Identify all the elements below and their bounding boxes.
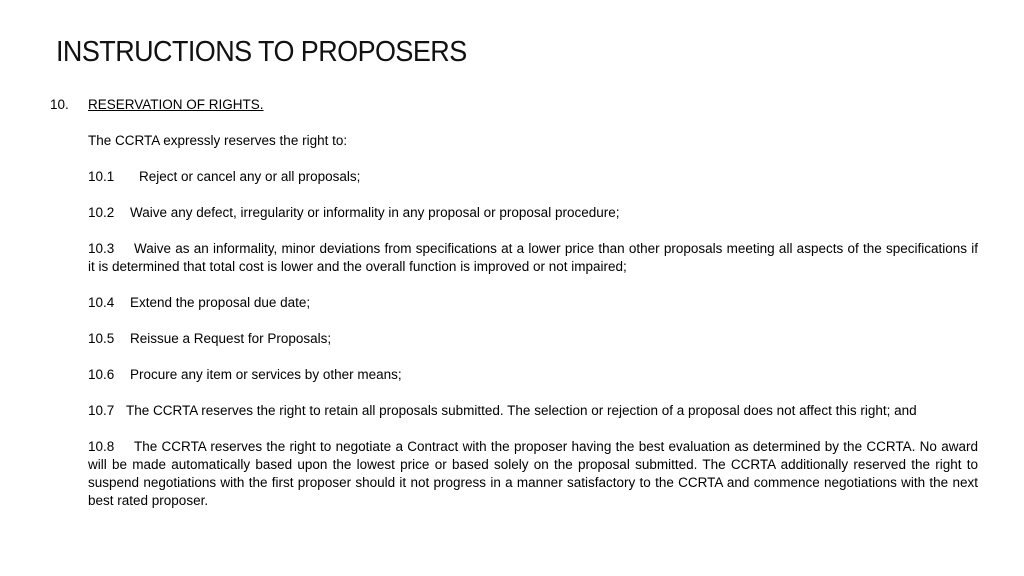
item-number: 10.2 bbox=[88, 205, 115, 220]
section-number: 10. bbox=[50, 97, 69, 112]
list-item bbox=[88, 438, 978, 510]
list-item bbox=[88, 294, 978, 312]
item-number: 10.8 bbox=[88, 439, 115, 454]
item-text: Reissue a Request for Proposals; bbox=[130, 331, 332, 346]
list-item bbox=[88, 366, 978, 384]
item-text: The CCRTA reserves the right to negotiate a Contract with the proposer having the best evaluation as determined by the CCRTA. No award will be made automatically based upon the lowest price or based solely on the proposal submitted. The CCRTA additionally reserved the right to suspend negotiations with the first proposer should it not progress in a manner satisfactory to the CCRTA and commence negotiations with the next best rated proposer. bbox=[88, 439, 978, 508]
list-item bbox=[88, 168, 978, 186]
item-number: 10.5 bbox=[88, 331, 115, 346]
section-intro: The CCRTA expressly reserves the right to: bbox=[88, 133, 348, 148]
item-number: 10.6 bbox=[88, 367, 115, 382]
item-number: 10.1 bbox=[88, 169, 115, 184]
page-title: INSTRUCTIONS TO PROPOSERS bbox=[56, 36, 467, 68]
item-text: The CCRTA reserves the right to retain all proposals submitted. The selection or rejection of a proposal does not affect this right; and bbox=[126, 403, 917, 418]
item-number: 10.3 bbox=[88, 241, 115, 256]
item-text: Waive any defect, irregularity or informality in any proposal or proposal procedure; bbox=[130, 205, 620, 220]
item-text: Procure any item or services by other means; bbox=[130, 367, 402, 382]
item-text: Extend the proposal due date; bbox=[130, 295, 311, 310]
list-item bbox=[88, 402, 978, 420]
list-item bbox=[88, 240, 978, 276]
list-item bbox=[88, 204, 978, 222]
list-item bbox=[88, 330, 978, 348]
item-number: 10.7 bbox=[88, 403, 115, 418]
item-number: 10.4 bbox=[88, 295, 115, 310]
section-content bbox=[88, 96, 978, 528]
item-text: Waive as an informality, minor deviations from specifications at a lower price than other proposals meeting all aspects of the specifications if it is determined that total cost is lower and the overall function is improved or not impaired; bbox=[88, 241, 978, 274]
item-text: Reject or cancel any or all proposals; bbox=[139, 169, 361, 184]
section-heading: RESERVATION OF RIGHTS. bbox=[88, 97, 264, 112]
